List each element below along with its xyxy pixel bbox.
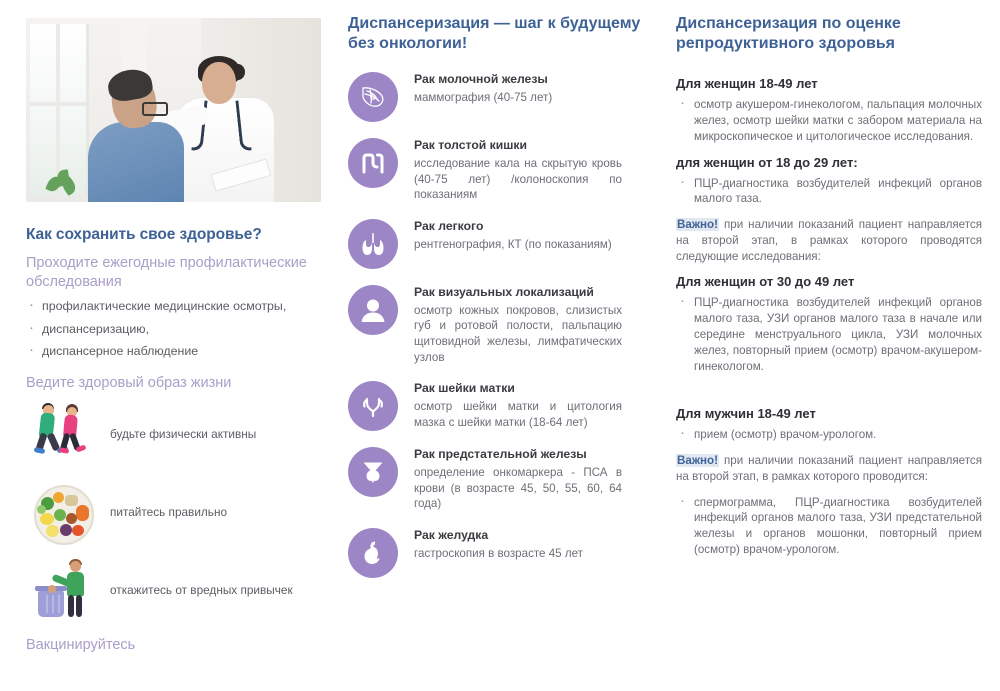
colon-icon <box>348 138 398 188</box>
list-item <box>348 445 654 512</box>
doctor-and-patient-photo <box>26 18 321 202</box>
middle-title: Диспансеризация — шаг к будущему без онкологии! <box>348 15 641 53</box>
healthy-plate-icon <box>26 481 104 543</box>
lungs-icon <box>348 219 398 269</box>
cancer-desc: исследование кала на скрытую кровь (40-75 лет) /колоноскопия по показаниям <box>414 157 622 202</box>
cancer-desc: маммография (40-75 лет) <box>414 91 553 105</box>
runners-icon <box>26 403 104 465</box>
cancer-desc: осмотр кожных покровов, слизистых губ и ротовой полости, пальпацию щитовидной железы, лимфатических узлов <box>414 303 622 364</box>
cancer-desc: рентгенография, КТ (по показаниям) <box>414 237 612 251</box>
section-heading-women-30-49: Для женщин от 30 до 49 лет <box>676 274 855 290</box>
photo-doctor-head <box>202 62 236 104</box>
glasses-icon <box>142 102 168 116</box>
list-item: · спермограмма, ПЦР-диагностика возбудителей инфекций органов малого таза, УЗИ предстательной железы и органов мошонки, повторный прием (осмотр) врачом-урологом. <box>676 495 982 558</box>
list-item: · ПЦР-диагностика возбудителей инфекций органов малого таза, УЗИ органов малого таза в начале или середине менструального цикла, УЗИ молочных желез, повторный прием (осмотр) врачом-акушером-гинекологом. <box>676 295 982 374</box>
lifestyle-label: будьте физически активны <box>110 427 257 442</box>
list-item: · диспансеризацию, <box>26 323 318 337</box>
cancer-text <box>398 283 622 365</box>
cancer-name: Рак толстой кишки <box>414 138 528 153</box>
cancer-text <box>398 217 612 253</box>
prostate-icon <box>348 447 398 497</box>
stomach-icon <box>348 528 398 578</box>
checkups-list <box>26 300 318 359</box>
person-icon <box>348 285 398 335</box>
important-note-text: при наличии показаний пациент направляется на второй этап, в рамках которого проводится: <box>676 454 982 483</box>
important-note-text: при наличии показаний пациент направляется на второй этап, в рамках которого проводятся следующие исследования: <box>676 218 982 263</box>
spacer <box>676 384 982 406</box>
bullet-list <box>676 176 982 208</box>
cancer-text <box>398 379 622 430</box>
list-item: · ПЦР-диагностика возбудителей инфекций органов малого таза. <box>676 176 982 208</box>
photo-small-plant-icon <box>48 170 74 196</box>
cancer-text <box>398 526 583 562</box>
important-badge: Важно! <box>677 218 718 232</box>
cancer-name: Рак легкого <box>414 218 484 233</box>
left-subheading: Проходите ежегодные профилактические обследования <box>26 255 307 290</box>
quit-bad-habits-icon <box>26 559 104 621</box>
cancer-name: Рак визуальных локализаций <box>414 284 594 299</box>
list-item: · диспансерное наблюдение <box>26 345 318 359</box>
cancer-text <box>398 445 622 512</box>
right-title: Диспансеризация по оценке репродуктивного здоровья <box>676 15 901 53</box>
bullet-list <box>676 97 982 144</box>
right-column <box>670 0 1000 691</box>
list-item <box>26 559 318 621</box>
bullet-list <box>676 427 982 443</box>
list-item <box>348 379 654 431</box>
cancer-text <box>398 70 552 106</box>
cancer-desc: гастроскопия в возрасте 45 лет <box>414 546 583 560</box>
lifestyle-label: откажитесь от вредных привычек <box>110 583 293 598</box>
list-item: · прием (осмотр) врачом-урологом. <box>676 427 982 443</box>
cancer-text <box>398 136 622 203</box>
cancer-desc: определение онкомаркера - ПСА в крови (в возрасте 45, 50, 55, 60, 64 года) <box>414 466 622 511</box>
vaccination-heading: Вакцинируйтесь <box>26 637 136 654</box>
list-item <box>348 526 654 578</box>
cancer-name: Рак молочной железы <box>414 72 548 87</box>
list-item <box>348 283 654 365</box>
lifestyle-heading: Ведите здоровый образ жизни <box>26 375 232 392</box>
list-item <box>26 403 318 465</box>
lifestyle-list <box>26 403 318 621</box>
important-badge: Важно! <box>677 454 718 468</box>
section-heading-men-18-49: Для мужчин 18-49 лет <box>676 406 816 422</box>
bullet-list <box>676 495 982 558</box>
cancer-name: Рак желудка <box>414 527 489 542</box>
list-item: · профилактические медицинские осмотры, <box>26 300 318 314</box>
lifestyle-label: питайтесь правильно <box>110 505 228 520</box>
list-item <box>26 481 318 543</box>
bullet-list <box>676 295 982 374</box>
list-item <box>348 70 654 122</box>
important-note-women <box>676 217 982 264</box>
list-item <box>348 217 654 269</box>
uterus-icon <box>348 381 398 431</box>
photo-patient-shirt <box>88 122 184 202</box>
left-heading: Как сохранить свое здоровье? <box>26 226 262 243</box>
list-item <box>348 136 654 203</box>
cancer-name: Рак предстательной железы <box>414 447 587 462</box>
middle-column <box>340 0 670 691</box>
breast-icon <box>348 72 398 122</box>
cancer-name: Рак шейки матки <box>414 381 515 396</box>
section-heading-women-18-49: Для женщин 18-49 лет <box>676 76 818 92</box>
left-column <box>0 0 340 691</box>
list-item: · осмотр акушером-гинекологом, пальпация молочных желез, осмотр шейки матки с забором материала на микроскопическое и цитологическое исследования. <box>676 97 982 144</box>
important-note-men <box>676 453 982 485</box>
section-heading-women-18-29: для женщин от 18 до 29 лет: <box>676 154 858 170</box>
cancer-desc: осмотр шейки матки и цитология мазка с шейки матки (18-64 лет) <box>414 400 622 429</box>
